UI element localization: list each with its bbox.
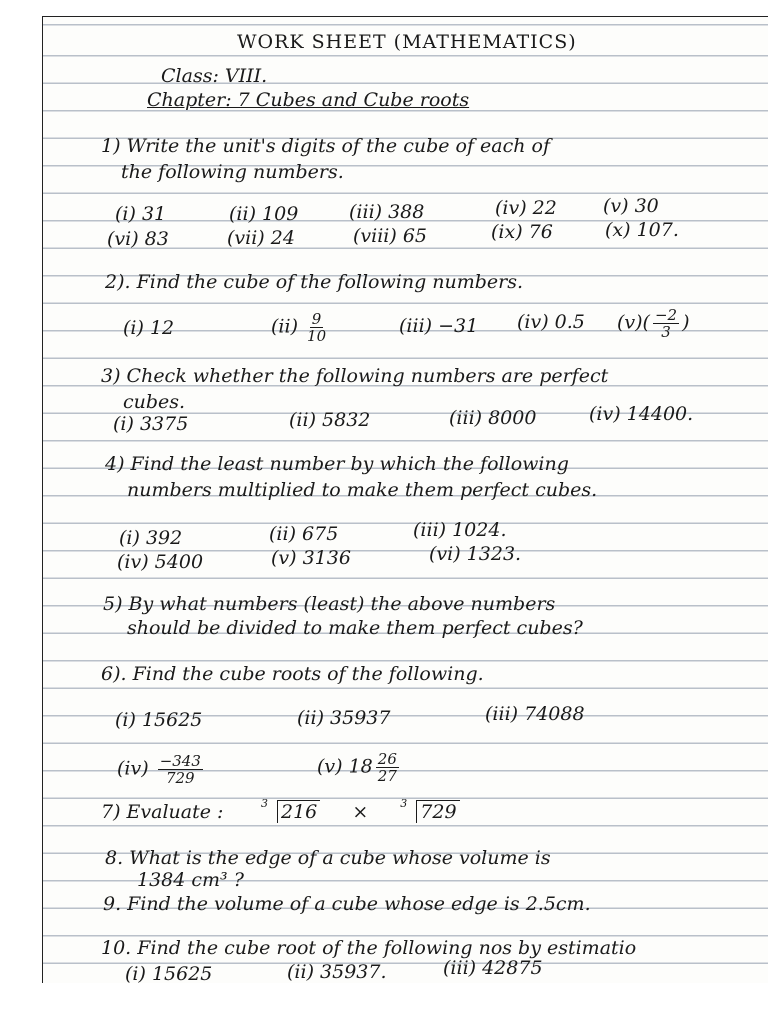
q4-item: (vi) 1323. [429,543,522,565]
q4-item: (iii) 1024. [413,519,507,541]
q2-item: (iv) 0.5 [517,311,585,333]
q6-item: (i) 15625 [115,709,203,731]
q2-item-fraction [271,311,329,344]
q10-item: (i) 15625 [125,963,213,983]
fraction-numerator: −2 [654,306,678,324]
q3-item: (iv) 14400. [589,403,694,425]
fraction-numerator: −343 [159,752,201,770]
cube-root-expression [261,797,460,823]
root-index: 3 [400,797,408,810]
q10-item: (iii) 42875 [443,957,543,979]
class-line: Class: VIII. [161,65,268,87]
q1-item: (i) 31 [115,203,167,225]
q2-item-label: (ii) [271,315,298,338]
root-index: 3 [261,797,268,810]
q1-text-line2: the following numbers. [121,161,344,183]
q4-item: (ii) 675 [269,523,339,545]
q3-item: (i) 3375 [113,413,189,435]
q9-text: 9. Find the volume of a cube whose edge is 2.5cm. [103,893,591,915]
q1-item: (ix) 76 [491,221,553,243]
q10-text: 10. Find the cube root of the following nos by estimatio [101,937,637,959]
q1-item: (vi) 83 [107,228,169,250]
fraction [158,753,203,786]
q2-item: (iii) −31 [399,315,479,337]
chapter-line: Chapter: 7 Cubes and Cube roots [147,89,470,111]
q6-item-label: (iv) [117,757,149,780]
q4-text-line2: numbers multiplied to make them perfect cubes. [127,479,598,501]
q4-item: (iv) 5400 [117,551,204,573]
q3-text-line1: 3) Check whether the following numbers are perfect [101,365,609,387]
q2-item-close: ) [682,311,690,334]
q6-item: (iii) 74088 [485,703,585,725]
q1-item: (viii) 65 [353,225,428,247]
q1-item: (x) 107. [605,219,679,241]
q10-item: (ii) 35937. [287,961,387,983]
fraction-numerator: 9 [311,310,322,328]
cube-root [400,797,459,823]
q7-text: 7) Evaluate : [101,801,224,823]
q5-text-line1: 5) By what numbers (least) the above numbers [103,593,556,615]
q1-item: (ii) 109 [229,203,299,225]
q8-text-line2: 1384 cm³ ? [137,869,244,891]
fraction-numerator: 26 [377,750,397,768]
q3-item: (ii) 5832 [289,409,371,431]
q2-item-fraction [617,307,690,340]
q1-item: (iv) 22 [495,197,557,219]
fraction-denominator: 10 [307,327,327,345]
fraction-denominator: 729 [165,769,195,787]
q1-item: (vii) 24 [227,227,295,249]
q2-item: (i) 12 [123,317,175,339]
times-sign: × [352,801,369,823]
q6-item-fraction [317,751,402,784]
q1-item: (v) 30 [603,195,659,217]
fraction [376,751,399,784]
q6-item: (ii) 35937 [297,707,391,729]
q3-text-line2: cubes. [123,391,186,413]
worksheet-page [42,16,768,983]
cube-root [261,797,320,823]
q6-item-fraction [117,753,206,786]
fraction-denominator: 27 [377,767,397,785]
fraction [653,307,679,340]
worksheet-title: WORK SHEET (MATHEMATICS) [237,31,577,53]
q2-item-label: (v)( [617,311,650,334]
fraction-denominator: 3 [661,323,671,341]
q6-text: 6). Find the cube roots of the following. [101,663,484,685]
q1-item: (iii) 388 [349,201,425,223]
fraction [307,311,326,344]
q4-item: (i) 392 [119,527,183,549]
q6-item-label: (v) 18 [317,755,373,778]
q3-item: (iii) 8000 [449,407,537,429]
root-radicand: 216 [277,800,320,823]
q8-text-line1: 8. What is the edge of a cube whose volume is [105,847,551,869]
q4-item: (v) 3136 [271,547,351,569]
q2-text: 2). Find the cube of the following numbers. [105,271,524,293]
q1-text-line1: 1) Write the unit's digits of the cube of each of [101,135,551,157]
q5-text-line2: should be divided to make them perfect cubes? [127,617,583,639]
root-radicand: 729 [416,800,459,823]
q4-text-line1: 4) Find the least number by which the following [105,453,569,475]
